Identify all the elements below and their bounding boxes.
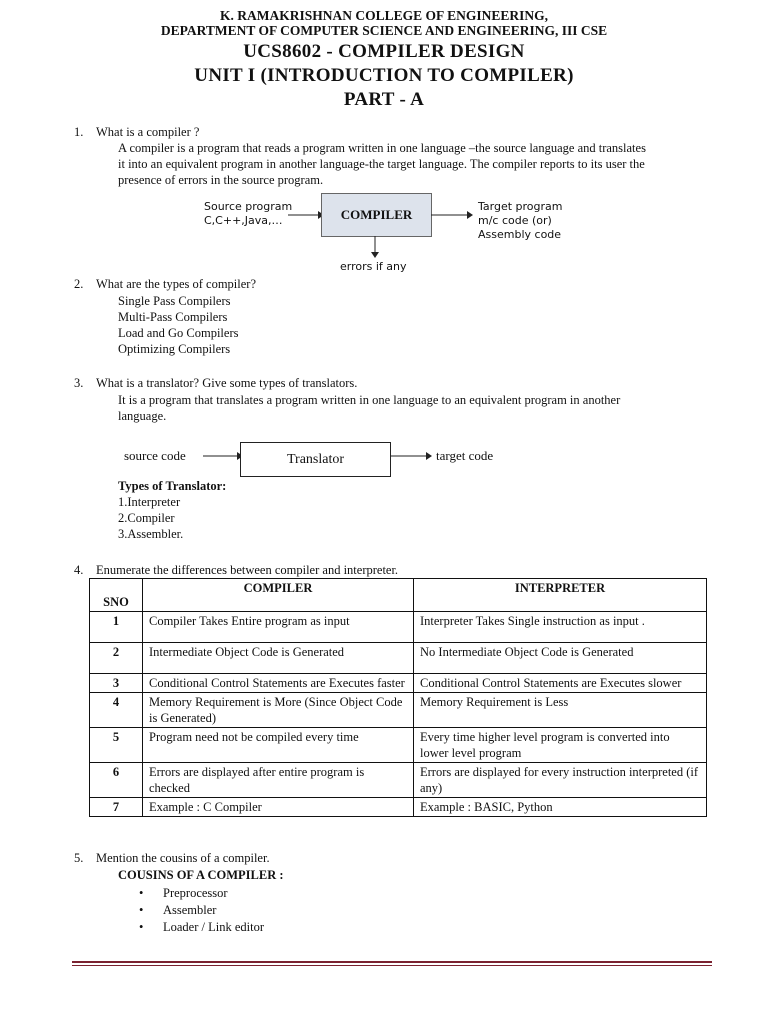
table-row: 2 Intermediate Object Code is Generated No Intermediate Object Code is Generated [90, 643, 707, 674]
list-item: Multi-Pass Compilers [118, 310, 228, 324]
cousins-list [163, 885, 264, 935]
department-name: DEPARTMENT OF COMPUTER SCIENCE AND ENGINEERING, III CSE [160, 23, 608, 38]
translator-output-arrow [390, 451, 432, 461]
list-item: 1.Interpreter [118, 495, 181, 509]
comparison-table [89, 578, 707, 817]
list-item: • Assembler [163, 902, 264, 918]
table-row: 1 Compiler Takes Entire program as input Interpreter Takes Single instruction as input . [90, 612, 707, 643]
list-item: Single Pass Compilers [118, 294, 231, 308]
diagram-input-languages: C,C++,Java,… [204, 214, 283, 227]
list-item: Optimizing Compilers [118, 342, 231, 356]
translator-input-label: source code [124, 448, 186, 463]
cousins-title: COUSINS OF A COMPILER : [118, 868, 284, 882]
diagram-output-code: m/c code (or) [478, 214, 552, 227]
question-3: 3. What is a translator? Give some types of translators. [74, 376, 358, 390]
table-row: 5 Program need not be compiled every time Every time higher level program is converted into lower level program [90, 728, 707, 763]
list-item: Load and Go Compilers [118, 326, 239, 340]
question-4: 4. Enumerate the differences between compiler and interpreter. [74, 563, 399, 577]
compiler-input-arrow [288, 210, 324, 220]
answer-1: A compiler is a program that reads a program written in one language –the source language and translates it into an equivalent program in another language-the target language. The compiler reports to its user the presence of errors in the source program. [118, 141, 646, 187]
question-5: 5. Mention the cousins of a compiler. [74, 851, 270, 865]
compiler-types-list [118, 293, 238, 357]
compiler-output-arrow [431, 210, 473, 220]
diagram-output-label: Target program [478, 200, 563, 213]
translator-types-title: Types of Translator: [118, 479, 227, 493]
translator-box: Translator [240, 442, 391, 477]
diagram-errors-label: errors if any [340, 260, 407, 273]
list-item: 2.Compiler [118, 511, 175, 525]
footer-rule [72, 961, 712, 963]
compiler-errors-arrow [370, 236, 380, 258]
table-row: 4 Memory Requirement is More (Since Object Code is Generated) Memory Requirement is Less [90, 693, 707, 728]
diagram-input-label: Source program [204, 200, 293, 213]
table-row: 7 Example : C Compiler Example : BASIC, Python [90, 798, 707, 817]
course-title: UCS8602 - COMPILER DESIGN [243, 41, 525, 62]
list-item: 3.Assembler. [118, 527, 184, 541]
translator-input-arrow [203, 451, 243, 461]
translator-output-label: target code [436, 448, 494, 463]
footer-rule-thin [72, 965, 712, 966]
answer-3: It is a program that translates a program written in one language to an equivalent program in another language. [118, 393, 621, 423]
translator-types [118, 478, 226, 542]
question-2: 2. What are the types of compiler? [74, 277, 256, 291]
question-1: 1. What is a compiler ? [74, 125, 200, 139]
list-item: • Loader / Link editor [163, 919, 264, 935]
compiler-header: COMPILER [143, 579, 414, 612]
list-item: • Preprocessor [163, 885, 264, 901]
table-row: 6 Errors are displayed after entire program is checked Errors are displayed for every instruction interpreted (if any) [90, 763, 707, 798]
compiler-box: COMPILER [321, 193, 432, 237]
table-header-row [90, 579, 707, 612]
college-name: K. RAMAKRISHNAN COLLEGE OF ENGINEERING, [219, 8, 549, 23]
table-row: 3 Conditional Control Statements are Executes faster Conditional Control Statements are Executes slower [90, 674, 707, 693]
part-title: PART - A [343, 89, 425, 110]
sno-header: SNO [90, 579, 143, 612]
diagram-output-assembly: Assembly code [478, 228, 562, 241]
unit-title: UNIT I (INTRODUCTION TO COMPILER) [194, 65, 574, 86]
interpreter-header: INTERPRETER [414, 579, 707, 612]
